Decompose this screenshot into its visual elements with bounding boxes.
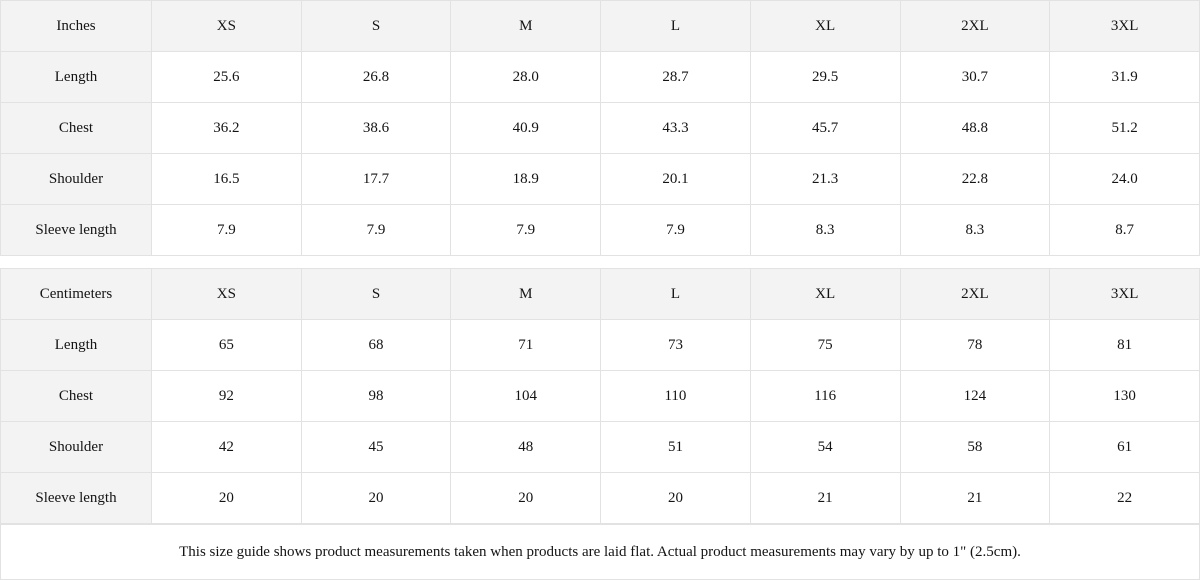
cell-sleeve-s: 20 [301, 473, 451, 524]
cell-chest-3xl: 51.2 [1050, 103, 1200, 154]
column-header-xl: XL [750, 269, 900, 320]
cell-sleeve-2xl: 21 [900, 473, 1050, 524]
cell-sleeve-2xl: 8.3 [900, 205, 1050, 256]
cell-sleeve-l: 20 [601, 473, 751, 524]
cell-length-2xl: 78 [900, 320, 1050, 371]
cell-shoulder-s: 45 [301, 422, 451, 473]
cell-shoulder-l: 51 [601, 422, 751, 473]
size-table-centimeters [0, 268, 1200, 524]
cell-sleeve-xl: 21 [750, 473, 900, 524]
cell-shoulder-2xl: 22.8 [900, 154, 1050, 205]
size-table-inches-body [1, 52, 1200, 256]
footnote-text: This size guide shows product measurements taken when products are laid flat. Actual product measurements may vary by up to 1" (2.5cm). [1, 525, 1200, 580]
cell-shoulder-3xl: 24.0 [1050, 154, 1200, 205]
column-header-2xl: 2XL [900, 269, 1050, 320]
row-label-shoulder: Shoulder [1, 154, 152, 205]
size-table-centimeters-body [1, 320, 1200, 524]
cell-shoulder-xs: 16.5 [152, 154, 302, 205]
column-header-m: M [451, 269, 601, 320]
cell-shoulder-s: 17.7 [301, 154, 451, 205]
column-header-3xl: 3XL [1050, 1, 1200, 52]
table-row [1, 52, 1200, 103]
cell-sleeve-m: 20 [451, 473, 601, 524]
size-table-centimeters-header [1, 269, 1200, 320]
cell-sleeve-xl: 8.3 [750, 205, 900, 256]
cell-sleeve-l: 7.9 [601, 205, 751, 256]
column-header-l: L [601, 1, 751, 52]
footnote-table [0, 524, 1200, 580]
cell-sleeve-3xl: 22 [1050, 473, 1200, 524]
table-divider [0, 256, 1200, 268]
cell-chest-xl: 45.7 [750, 103, 900, 154]
cell-length-s: 26.8 [301, 52, 451, 103]
column-header-s: S [301, 1, 451, 52]
cell-length-xs: 65 [152, 320, 302, 371]
cell-chest-3xl: 130 [1050, 371, 1200, 422]
table-row [1, 371, 1200, 422]
table-row [1, 320, 1200, 371]
footnote-row [1, 525, 1200, 580]
cell-chest-xs: 92 [152, 371, 302, 422]
cell-chest-l: 110 [601, 371, 751, 422]
cell-chest-l: 43.3 [601, 103, 751, 154]
cell-sleeve-s: 7.9 [301, 205, 451, 256]
cell-shoulder-3xl: 61 [1050, 422, 1200, 473]
table-header-row [1, 1, 1200, 52]
cell-length-m: 71 [451, 320, 601, 371]
cell-shoulder-m: 48 [451, 422, 601, 473]
table-row [1, 473, 1200, 524]
cell-sleeve-xs: 7.9 [152, 205, 302, 256]
row-label-sleeve-length: Sleeve length [1, 473, 152, 524]
column-header-m: M [451, 1, 601, 52]
table-row [1, 422, 1200, 473]
cell-shoulder-xs: 42 [152, 422, 302, 473]
table-header-row [1, 269, 1200, 320]
size-table-inches-header [1, 1, 1200, 52]
cell-chest-2xl: 124 [900, 371, 1050, 422]
cell-length-2xl: 30.7 [900, 52, 1050, 103]
cell-chest-2xl: 48.8 [900, 103, 1050, 154]
cell-chest-m: 104 [451, 371, 601, 422]
cell-sleeve-3xl: 8.7 [1050, 205, 1200, 256]
row-label-shoulder: Shoulder [1, 422, 152, 473]
table-row [1, 205, 1200, 256]
cell-shoulder-l: 20.1 [601, 154, 751, 205]
cell-shoulder-xl: 21.3 [750, 154, 900, 205]
cell-length-s: 68 [301, 320, 451, 371]
cell-chest-xl: 116 [750, 371, 900, 422]
table-row [1, 154, 1200, 205]
column-header-xs: XS [152, 269, 302, 320]
column-header-3xl: 3XL [1050, 269, 1200, 320]
row-label-chest: Chest [1, 371, 152, 422]
unit-label-centimeters: Centimeters [1, 269, 152, 320]
cell-length-3xl: 81 [1050, 320, 1200, 371]
cell-length-3xl: 31.9 [1050, 52, 1200, 103]
cell-sleeve-m: 7.9 [451, 205, 601, 256]
cell-chest-s: 98 [301, 371, 451, 422]
row-label-chest: Chest [1, 103, 152, 154]
cell-shoulder-2xl: 58 [900, 422, 1050, 473]
column-header-xl: XL [750, 1, 900, 52]
row-label-sleeve-length: Sleeve length [1, 205, 152, 256]
table-row [1, 103, 1200, 154]
column-header-s: S [301, 269, 451, 320]
cell-length-m: 28.0 [451, 52, 601, 103]
row-label-length: Length [1, 52, 152, 103]
column-header-2xl: 2XL [900, 1, 1050, 52]
cell-length-l: 28.7 [601, 52, 751, 103]
cell-chest-m: 40.9 [451, 103, 601, 154]
row-label-length: Length [1, 320, 152, 371]
unit-label-inches: Inches [1, 1, 152, 52]
column-header-xs: XS [152, 1, 302, 52]
cell-shoulder-xl: 54 [750, 422, 900, 473]
cell-length-xl: 29.5 [750, 52, 900, 103]
cell-shoulder-m: 18.9 [451, 154, 601, 205]
cell-length-xl: 75 [750, 320, 900, 371]
cell-chest-s: 38.6 [301, 103, 451, 154]
cell-length-xs: 25.6 [152, 52, 302, 103]
size-table-inches [0, 0, 1200, 256]
cell-length-l: 73 [601, 320, 751, 371]
column-header-l: L [601, 269, 751, 320]
cell-sleeve-xs: 20 [152, 473, 302, 524]
cell-chest-xs: 36.2 [152, 103, 302, 154]
